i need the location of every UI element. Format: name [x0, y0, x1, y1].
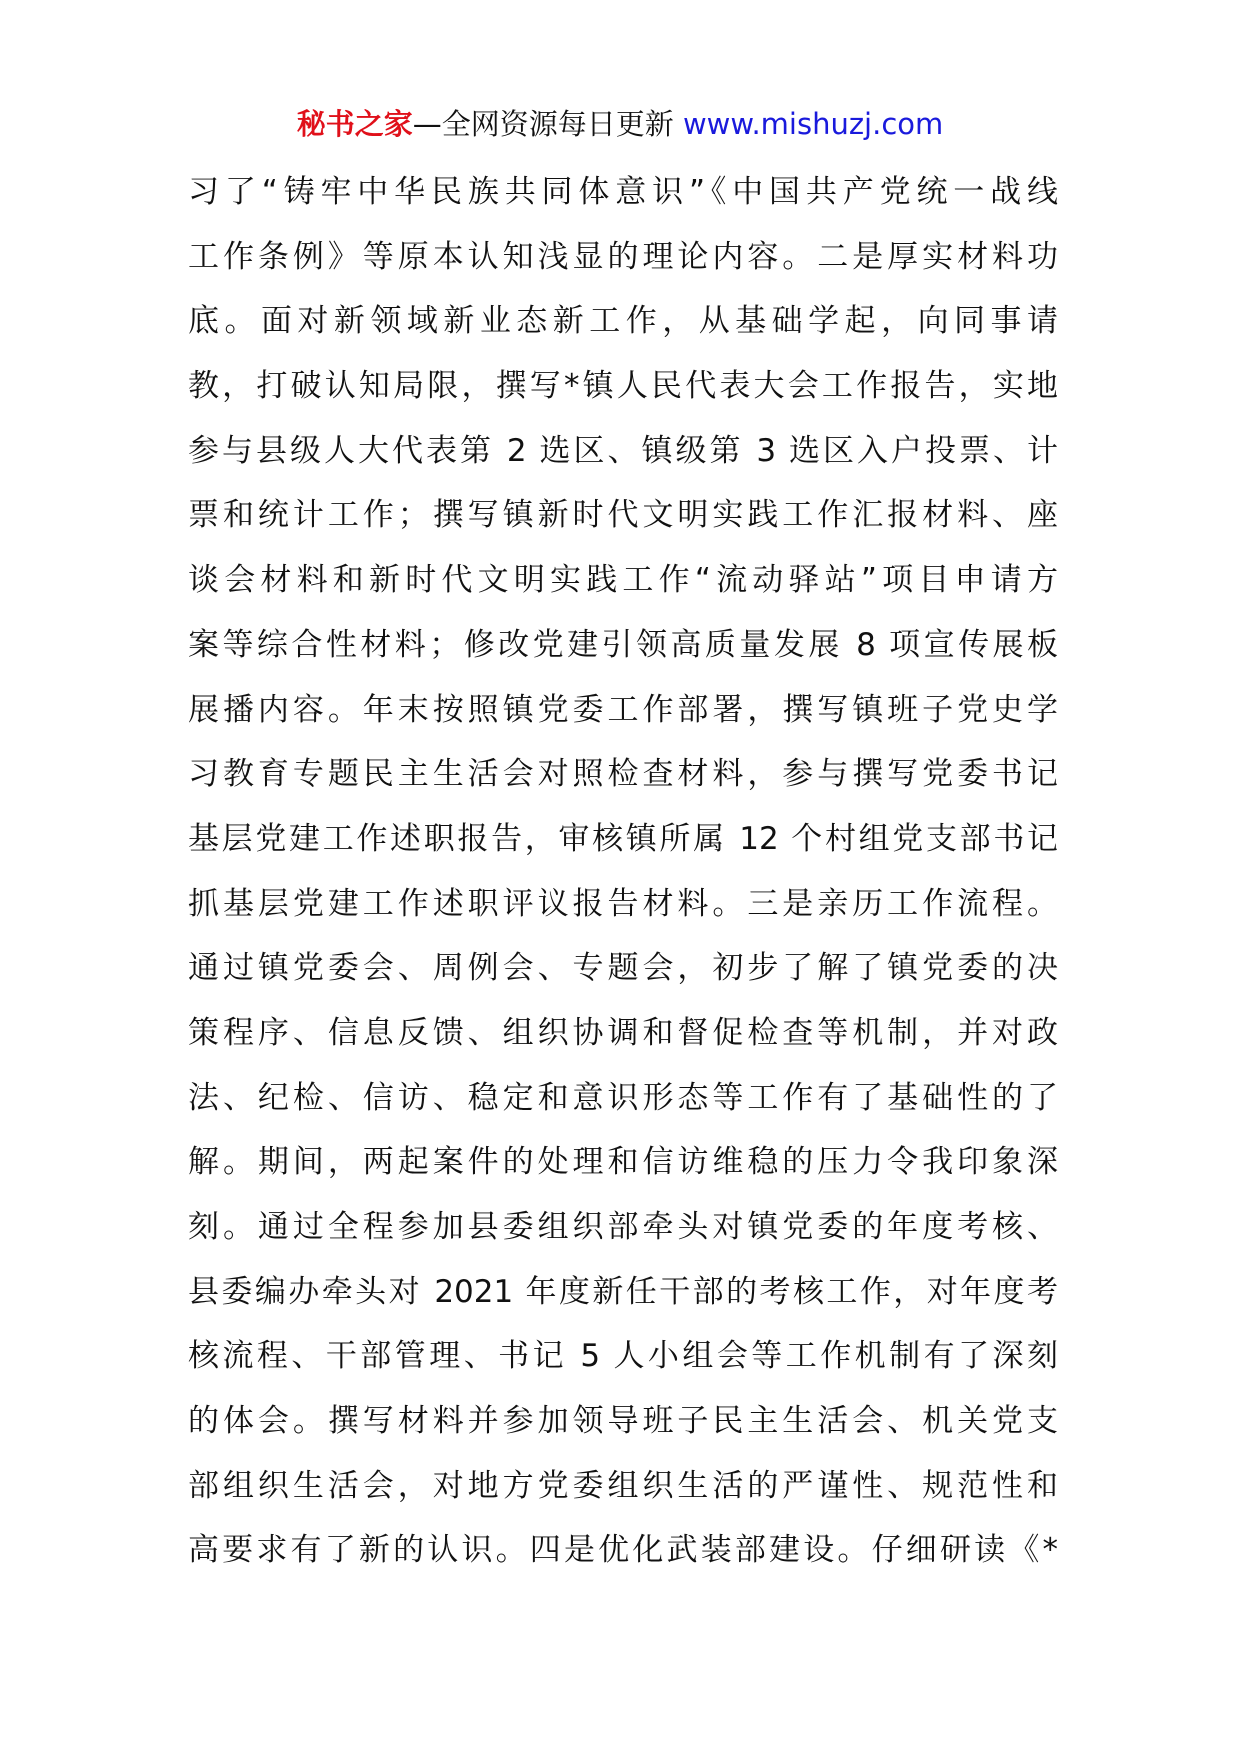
site-url-link[interactable]: www.mishuzj.com — [682, 107, 944, 141]
text-line: 底。面对新领域新业态新工作，从基础学起，向同事请 — [188, 303, 1058, 340]
text-line: 刻。通过全程参加县委组织部牵头对镇党委的年度考核、 — [188, 1209, 1058, 1245]
text-line: 高要求有了新的认识。四是优化武装部建设。仔细研读《* — [188, 1532, 1058, 1569]
document-body — [188, 160, 1058, 1583]
text-line: 谈会材料和新时代文明实践工作“流动驿站”项目申请方 — [188, 562, 1058, 599]
text-line: 工作条例》等原本认知浅显的理论内容。二是厚实材料功 — [188, 238, 1058, 275]
text-line: 基层党建工作述职报告，审核镇所属 12 个村组党支部书记 — [188, 820, 1058, 857]
text-line: 县委编办牵头对 2021 年度新任干部的考核工作，对年度考 — [188, 1273, 1058, 1310]
text-line: 展播内容。年末按照镇党委工作部署，撰写镇班子党史学 — [188, 691, 1058, 728]
text-line: 法、纪检、信访、稳定和意识形态等工作有了基础性的了 — [188, 1079, 1058, 1116]
text-line: 教，打破认知局限，撰写*镇人民代表大会工作报告，实地 — [188, 368, 1058, 405]
text-line: 习了“铸牢中华民族共同体意识”《中国共产党统一战线 — [188, 174, 1058, 210]
text-line: 参与县级人大代表第 2 选区、镇级第 3 选区入户投票、计 — [188, 432, 1058, 469]
text-line: 部组织生活会，对地方党委组织生活的严谨性、规范性和 — [188, 1467, 1058, 1504]
text-line: 票和统计工作；撰写镇新时代文明实践工作汇报材料、座 — [188, 497, 1058, 534]
text-line: 抓基层党建工作述职评议报告材料。三是亲历工作流程。 — [188, 885, 1058, 922]
text-line: 核流程、干部管理、书记 5 人小组会等工作机制有了深刻 — [188, 1338, 1058, 1375]
site-header — [0, 104, 1240, 144]
text-line: 通过镇党委会、周例会、专题会，初步了解了镇党委的决 — [188, 950, 1058, 987]
text-line: 的体会。撰写材料并参加领导班子民主生活会、机关党支 — [188, 1403, 1058, 1440]
text-line: 案等综合性材料；修改党建引领高质量发展 8 项宣传展板 — [188, 626, 1058, 663]
header-tagline: —全网资源每日更新 — [412, 107, 674, 141]
brand-name: 秘书之家 — [296, 107, 413, 141]
text-line: 解。期间，两起案件的处理和信访维稳的压力令我印象深 — [188, 1144, 1058, 1181]
text-line: 习教育专题民主生活会对照检查材料，参与撰写党委书记 — [188, 756, 1058, 793]
text-line: 策程序、信息反馈、组织协调和督促检查等机制，并对政 — [188, 1014, 1058, 1051]
